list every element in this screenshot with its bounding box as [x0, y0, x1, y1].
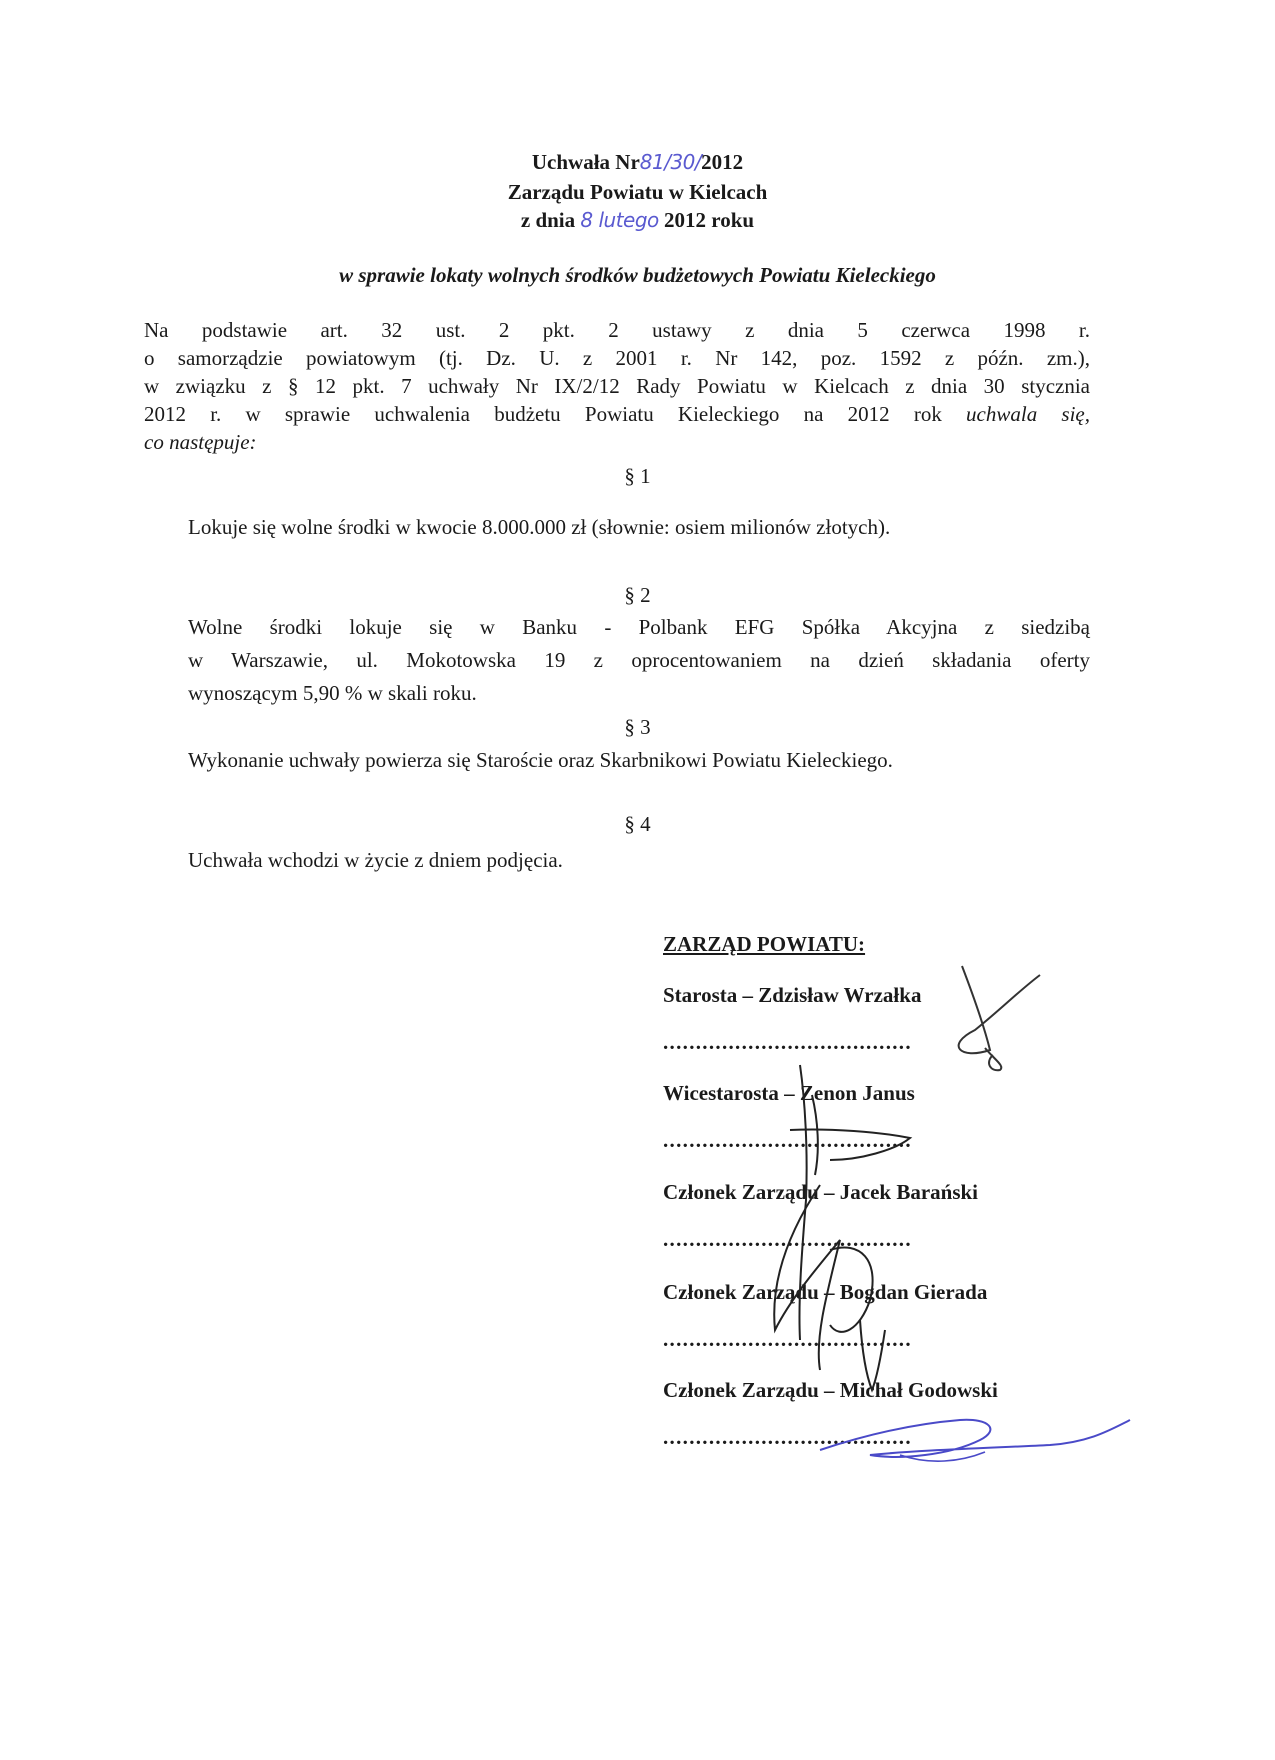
- board-member-4: Członek Zarządu – Bogdan Gierada: [663, 1280, 988, 1304]
- board-member-3: Członek Zarządu – Jacek Barański: [663, 1180, 979, 1204]
- resolution-subject: w sprawie lokaty wolnych środków budżetowych Powiatu Kieleckiego: [339, 263, 936, 287]
- handwritten-date: 8 lutego: [580, 208, 659, 232]
- resolution-authority: Zarządu Powiatu w Kielcach: [507, 180, 768, 204]
- preamble-line-5: co następuje:: [144, 430, 257, 454]
- board-heading: ZARZĄD POWIATU:: [663, 932, 866, 956]
- preamble-line-4: 2012 r. w sprawie uchwalenia budżetu Powiatu Kieleckiego na 2012 rok uchwala się,: [144, 402, 1090, 426]
- board-member-5: Członek Zarządu – Michał Godowski: [663, 1378, 998, 1402]
- preamble-line-1: Na podstawie art. 32 ust. 2 pkt. 2 ustawy z dnia 5 czerwca 1998 r.: [144, 318, 1090, 342]
- section-2-line-1: Wolne środki lokuje się w Banku - Polbank EFG Spółka Akcyjna z siedzibą: [188, 615, 1090, 639]
- handwritten-number: 81/30/: [639, 150, 702, 174]
- signature-line-3: ......................................: [663, 1227, 912, 1251]
- signature-line-1: ......................................: [663, 1030, 912, 1054]
- board-member-1: Starosta – Zdzisław Wrzałka: [663, 983, 922, 1007]
- signature-line-4: ......................................: [663, 1327, 912, 1351]
- section-4-text: Uchwała wchodzi w życie z dniem podjęcia.: [188, 848, 563, 872]
- section-2-heading: § 2: [624, 583, 651, 607]
- section-2-line-2: w Warszawie, ul. Mokotowska 19 z oprocentowaniem na dzień składania oferty: [188, 648, 1090, 672]
- resolution-date: z dnia 8 lutego 2012 roku: [520, 208, 755, 232]
- section-3-heading: § 3: [624, 715, 651, 739]
- board-member-2: Wicestarosta – Zenon Janus: [663, 1081, 915, 1105]
- section-2-line-3: wynoszącym 5,90 % w skali roku.: [188, 681, 477, 705]
- section-1-heading: § 1: [624, 464, 651, 488]
- resolution-title: Uchwała Nr81/30/2012: [531, 150, 744, 174]
- section-4-heading: § 4: [624, 812, 651, 836]
- signature-line-2: ......................................: [663, 1128, 912, 1152]
- preamble-line-3: w związku z § 12 pkt. 7 uchwały Nr IX/2/12 Rady Powiatu w Kielcach z dnia 30 stycznia: [144, 374, 1090, 398]
- signature-starosta: [959, 966, 1040, 1053]
- preamble-line-2: o samorządzie powiatowym (tj. Dz. U. z 2001 r. Nr 142, poz. 1592 z późn. zm.),: [144, 346, 1090, 370]
- section-3-text: Wykonanie uchwały powierza się Staroście oraz Skarbnikowi Powiatu Kieleckiego.: [188, 748, 893, 772]
- signature-line-5: ......................................: [663, 1425, 912, 1449]
- section-1-text: Lokuje się wolne środki w kwocie 8.000.000 zł (słownie: osiem milionów złotych).: [188, 515, 891, 539]
